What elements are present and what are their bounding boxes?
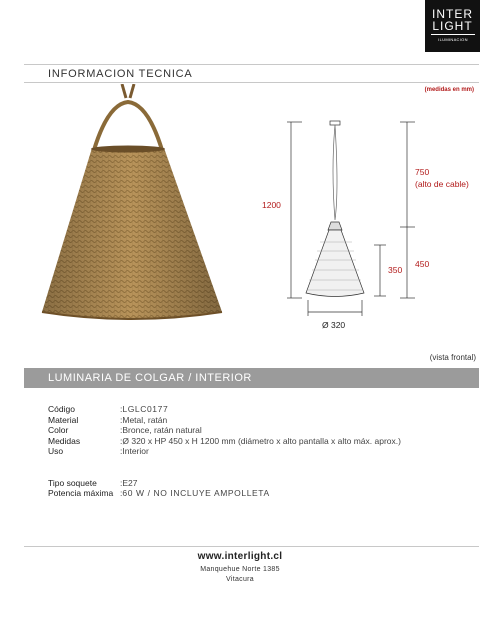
spec-value: 60 W / NO INCLUYE AMPOLLETA <box>122 488 270 498</box>
category-bar <box>24 368 479 388</box>
footer-divider <box>24 546 479 547</box>
logo-line-3: ILUMINACION <box>431 34 475 42</box>
section-title: INFORMACION TECNICA <box>48 68 193 80</box>
spec-row: Color : Bronce, ratán natural <box>48 425 202 435</box>
product-photo <box>36 84 232 328</box>
spec-key: Uso <box>48 446 64 456</box>
comuna-text: Vitacura <box>226 576 254 583</box>
diameter-label: Ø 320 <box>322 320 346 330</box>
spec-key: Medidas <box>48 435 81 446</box>
spec-row: Material : Metal, ratán <box>48 414 168 425</box>
spec-value: Ø 320 x HP 450 x H 1200 mm (diámetro x alto pantalla x alto máx. aprox.) <box>122 435 401 446</box>
spec-value: E27 <box>122 477 138 488</box>
dimension-diagram <box>240 110 470 335</box>
spec-value: Metal, ratán <box>122 414 168 425</box>
logo-line-2: LIGHT <box>432 19 473 33</box>
logo-line-1: INTER <box>432 7 473 21</box>
top-divider <box>24 64 479 65</box>
title-divider <box>24 82 479 83</box>
spec-row: Tipo soquete : E27 <box>48 477 138 488</box>
category-label: LUMINARIA DE COLGAR / INTERIOR <box>48 372 252 384</box>
footer <box>0 551 480 583</box>
height-total-label: 1200 <box>262 200 281 210</box>
cable-note-label: (alto de cable) <box>415 179 469 189</box>
cable-length-label: 750 <box>415 167 430 177</box>
spec-value: Interior <box>122 446 149 456</box>
spec-row: Uso : Interior <box>48 446 149 456</box>
address-text: Manquehue Norte 1385 <box>200 566 280 573</box>
shade-height-label: 350 <box>388 265 403 275</box>
spec-key: Material <box>48 414 79 425</box>
spec-value: LGLC0177 <box>122 404 169 414</box>
spec-key: Potencia máxima <box>48 488 114 498</box>
spec-row: Código : LGLC0177 <box>48 404 169 414</box>
view-label: (vista frontal) <box>429 353 476 362</box>
spec-key: Código <box>48 404 75 414</box>
spec-value: Bronce, ratán natural <box>122 425 202 435</box>
brand-logo <box>425 0 480 52</box>
spec-row: Medidas : Ø 320 x HP 450 x H 1200 mm (diámetro x alto pantalla x alto máx. aprox.) <box>48 435 401 446</box>
spec-key: Tipo soquete <box>48 477 97 488</box>
spec-list <box>48 404 401 499</box>
units-note: (medidas en mm) <box>424 87 474 93</box>
spec-key: Color <box>48 425 69 435</box>
spec-row: Potencia máxima : 60 W / NO INCLUYE AMPOLLETA <box>48 488 270 498</box>
website-link[interactable]: www.interlight.cl <box>197 551 283 562</box>
height-hp-label: 450 <box>415 259 430 269</box>
